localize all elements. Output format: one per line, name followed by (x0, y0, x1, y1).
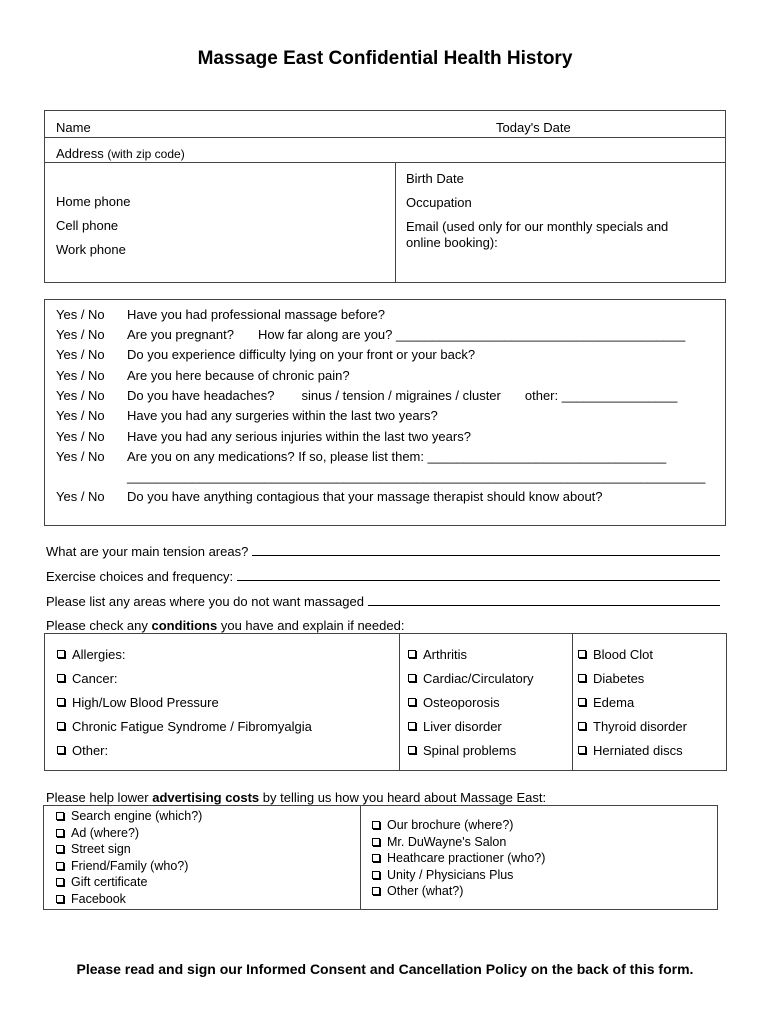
footer-notice: Please read and sign our Informed Consent and Cancellation Policy on the back of this form. (76, 961, 694, 977)
email-label-line1[interactable]: Email (used only for our monthly specials and (406, 219, 669, 234)
question-row[interactable] (56, 344, 724, 364)
cell-phone-label[interactable]: Cell phone (56, 218, 119, 233)
tension-areas-label: What are your main tension areas? (46, 544, 249, 559)
condition-checkbox[interactable] (57, 642, 312, 666)
headache-types[interactable]: sinus / tension / migraines / cluster (301, 387, 501, 403)
condition-label: Allergies: (72, 646, 126, 662)
divider (44, 137, 726, 138)
condition-label: Diabetes (593, 670, 645, 686)
question-row[interactable] (56, 324, 724, 344)
source-label: Search engine (which?) (71, 809, 203, 824)
checkbox-icon[interactable] (56, 845, 64, 853)
condition-checkbox[interactable] (57, 690, 312, 714)
address-label[interactable] (56, 146, 185, 161)
checkbox-icon[interactable] (56, 829, 64, 837)
source-checkbox[interactable] (56, 825, 202, 842)
intro-bold: conditions (151, 618, 218, 633)
checkbox-icon[interactable] (408, 674, 416, 682)
source-checkbox[interactable] (372, 817, 545, 834)
checkbox-icon[interactable] (56, 878, 64, 886)
source-label: Other (what?) (387, 884, 464, 899)
advertising-intro (46, 790, 546, 805)
checkbox-icon[interactable] (578, 674, 586, 682)
no-massage-label: Please list any areas where you do not want massaged (46, 594, 364, 609)
condition-label: Thyroid disorder (593, 718, 687, 734)
intro-text: you have and explain if needed: (217, 618, 405, 633)
checkbox-icon[interactable] (56, 812, 64, 820)
personal-info-box (44, 110, 726, 283)
condition-label: Osteoporosis (423, 694, 500, 710)
intro-bold: advertising costs (152, 790, 260, 805)
condition-label: Edema (593, 694, 635, 710)
divider (399, 633, 400, 771)
yes-no-option[interactable]: Yes / No (56, 367, 105, 383)
home-phone-label[interactable]: Home phone (56, 194, 131, 209)
condition-label: Chronic Fatigue Syndrome / Fibromyalgia (72, 718, 312, 734)
source-checkbox[interactable] (372, 834, 545, 851)
condition-checkbox[interactable] (57, 714, 312, 738)
yes-no-option[interactable]: Yes / No (56, 488, 105, 504)
occupation-label[interactable]: Occupation (406, 195, 472, 210)
checkbox-icon[interactable] (578, 698, 586, 706)
advertising-col-right (372, 817, 545, 900)
intro-text: Please help lower (46, 790, 153, 805)
question-text: Have you had any surgeries within the last two years? (127, 407, 438, 423)
condition-checkbox[interactable] (578, 714, 687, 738)
yes-no-option[interactable]: Yes / No (56, 448, 105, 464)
question-text: Do you experience difficulty lying on your front or your back? (127, 346, 476, 362)
question-row[interactable] (56, 405, 724, 425)
question-row[interactable] (56, 304, 724, 324)
condition-checkbox[interactable] (578, 738, 687, 762)
email-label-line2: online booking): (406, 235, 498, 250)
source-checkbox[interactable] (372, 883, 545, 900)
address-text: Address (56, 146, 104, 161)
condition-label: Arthritis (423, 646, 468, 662)
checkbox-icon[interactable] (578, 722, 586, 730)
condition-label: Cardiac/Circulatory (423, 670, 534, 686)
source-label: Mr. DuWayne's Salon (387, 834, 507, 849)
name-label[interactable]: Name (56, 120, 91, 135)
question-text: Have you had professional massage before? (127, 306, 385, 322)
checkbox-icon[interactable] (408, 746, 416, 754)
conditions-intro (46, 618, 404, 633)
yes-no-option[interactable]: Yes / No (56, 428, 105, 444)
source-label: Facebook (71, 891, 126, 906)
yes-no-option[interactable]: Yes / No (56, 306, 105, 322)
checkbox-icon[interactable] (57, 722, 65, 730)
exercise-line[interactable] (46, 569, 722, 584)
condition-label: High/Low Blood Pressure (72, 694, 219, 710)
question-text (127, 388, 724, 403)
address-note: (with zip code) (107, 147, 185, 161)
checkbox-icon[interactable] (408, 650, 416, 658)
source-checkbox[interactable] (56, 808, 202, 825)
question-text: Are you here because of chronic pain? (127, 367, 350, 383)
no-massage-areas-line[interactable] (46, 594, 722, 609)
condition-checkbox[interactable] (578, 690, 687, 714)
divider (395, 162, 396, 283)
question-row[interactable] (56, 426, 724, 446)
checkbox-icon[interactable] (578, 746, 586, 754)
condition-checkbox[interactable] (578, 666, 687, 690)
source-label: Ad (where?) (71, 825, 140, 840)
condition-checkbox[interactable] (408, 642, 534, 666)
advertising-col-left (56, 808, 202, 907)
checkbox-icon[interactable] (57, 746, 65, 754)
birth-date-label[interactable]: Birth Date (406, 171, 464, 186)
todays-date-label[interactable]: Today's Date (496, 120, 571, 135)
checkbox-icon[interactable] (56, 862, 64, 870)
question-text: Do you have anything contagious that your massage therapist should know about? (127, 488, 603, 504)
conditions-col-1 (57, 642, 312, 762)
condition-label: Blood Clot (593, 646, 653, 662)
checkbox-icon[interactable] (57, 674, 65, 682)
condition-label: Other: (72, 742, 109, 758)
medication-continuation-line[interactable] (56, 466, 724, 486)
source-checkbox[interactable] (372, 867, 545, 884)
exercise-label: Exercise choices and frequency: (46, 569, 234, 584)
condition-checkbox[interactable] (408, 690, 534, 714)
condition-checkbox[interactable] (57, 738, 312, 762)
source-checkbox[interactable] (56, 858, 202, 875)
blank-line[interactable] (368, 594, 720, 606)
question-row[interactable] (56, 486, 724, 506)
divider (360, 805, 361, 910)
condition-label: Spinal problems (423, 742, 517, 758)
headache-other[interactable]: other: ________________ (524, 387, 678, 403)
condition-checkbox[interactable] (578, 642, 687, 666)
condition-label: Liver disorder (423, 718, 502, 734)
source-label: Heathcare practioner (who?) (387, 851, 546, 866)
divider (44, 162, 726, 163)
question-row[interactable] (56, 385, 724, 405)
conditions-col-2 (408, 642, 534, 762)
source-label: Our brochure (where?) (387, 818, 514, 833)
conditions-col-3 (578, 642, 687, 762)
question-text: Are you on any medications? If so, please list them: _________________________________ (127, 448, 667, 464)
source-checkbox[interactable] (56, 841, 202, 858)
yes-no-option[interactable]: Yes / No (56, 326, 105, 342)
work-phone-label[interactable]: Work phone (56, 242, 126, 257)
pregnancy-question: Are you pregnant? (127, 326, 234, 342)
checkbox-icon[interactable] (372, 854, 380, 862)
source-label: Unity / Physicians Plus (387, 867, 514, 882)
checkbox-icon[interactable] (57, 698, 65, 706)
condition-checkbox[interactable] (408, 714, 534, 738)
intro-text: by telling us how you heard about Massage East: (259, 790, 547, 805)
medication-line[interactable]: ________________________________________________________________________________ (127, 468, 706, 484)
condition-checkbox[interactable] (408, 666, 534, 690)
question-row[interactable] (56, 446, 724, 466)
checkbox-icon[interactable] (372, 838, 380, 846)
intro-text: Please check any (46, 618, 152, 633)
yes-no-option[interactable]: Yes / No (56, 407, 105, 423)
condition-label: Cancer: (72, 670, 118, 686)
checkbox-icon[interactable] (57, 650, 65, 658)
checkbox-icon[interactable] (578, 650, 586, 658)
checkbox-icon[interactable] (408, 722, 416, 730)
divider (572, 633, 573, 771)
source-checkbox[interactable] (56, 891, 202, 908)
blank-line[interactable] (252, 544, 720, 556)
source-label: Gift certificate (71, 875, 148, 890)
tension-areas-line[interactable] (46, 544, 722, 559)
checkbox-icon[interactable] (372, 821, 380, 829)
headache-question: Do you have headaches? (127, 387, 275, 403)
source-label: Friend/Family (who?) (71, 858, 189, 873)
pregnancy-followup[interactable]: How far along are you? ________________________________________ (257, 326, 686, 342)
source-label: Street sign (71, 842, 131, 857)
source-checkbox[interactable] (56, 874, 202, 891)
source-checkbox[interactable] (372, 850, 545, 867)
question-text (127, 327, 724, 342)
yes-no-option[interactable]: Yes / No (56, 346, 105, 362)
yes-no-option[interactable]: Yes / No (56, 387, 105, 403)
condition-checkbox[interactable] (408, 738, 534, 762)
question-text: Have you had any serious injuries within the last two years? (127, 428, 471, 444)
checkbox-icon[interactable] (408, 698, 416, 706)
form-title: Massage East Confidential Health History (197, 48, 573, 69)
checkbox-icon[interactable] (56, 895, 64, 903)
checkbox-icon[interactable] (372, 871, 380, 879)
blank-line[interactable] (237, 569, 720, 581)
condition-checkbox[interactable] (57, 666, 312, 690)
checkbox-icon[interactable] (372, 887, 380, 895)
condition-label: Herniated discs (593, 742, 683, 758)
question-row[interactable] (56, 365, 724, 385)
